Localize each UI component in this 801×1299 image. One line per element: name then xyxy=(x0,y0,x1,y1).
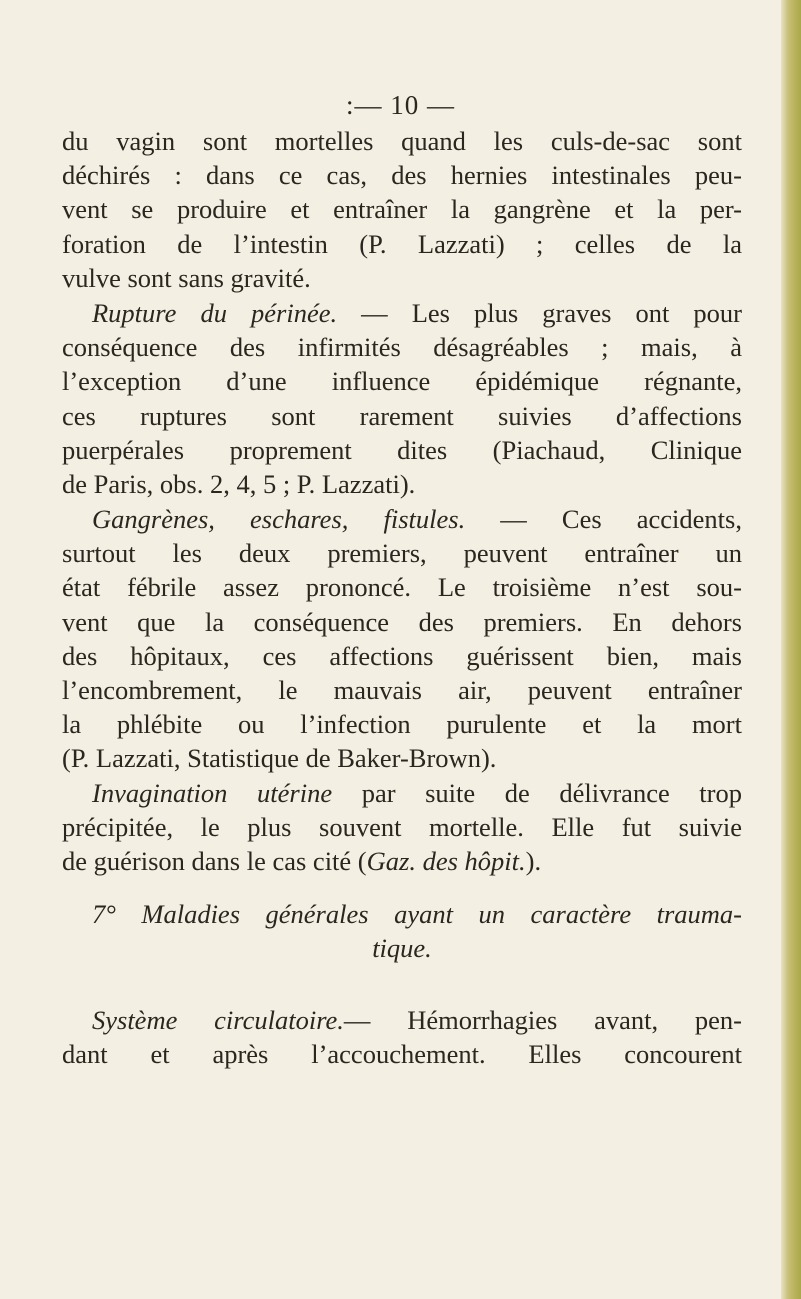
text-line: Rupture du périnée. — Les plus graves ont pour xyxy=(92,298,742,328)
text-line: Système circulatoire.— Hémorrhagies avant, pen- xyxy=(92,1005,742,1035)
text-line: précipitée, le plus souvent mortelle. Elle fut suivie xyxy=(62,812,742,843)
text-line: du vagin sont mortelles quand les culs-de-sac sont xyxy=(62,126,742,156)
paragraph-vagin xyxy=(62,124,742,295)
text-line: puerpérales proprement dites (Piachaud, Clinique xyxy=(62,434,742,465)
paragraph-gangrenes xyxy=(62,502,742,776)
text-line: état fébrile assez prononcé. Le troisième n’est sou- xyxy=(62,572,742,603)
text-line: l’exception d’une influence épidémique régnante, xyxy=(62,366,742,397)
text-line: vent se produire et entraîner la gangrène et la per- xyxy=(62,194,742,225)
section-heading: Système circulatoire. xyxy=(92,1005,344,1035)
text-line: de Paris, obs. 2, 4, 5 ; P. Lazzati). xyxy=(62,469,416,500)
text-line: (P. Lazzati, Statistique de Baker-Brown). xyxy=(62,743,497,774)
text-line: ces ruptures sont rarement suivies d’affections xyxy=(62,400,742,431)
page-number: :— 10 — xyxy=(345,90,455,120)
text-line: des hôpitaux, ces affections guérissent bien, mais xyxy=(62,640,742,671)
text-line: foration de l’intestin (P. Lazzati) ; celles de la xyxy=(62,228,742,259)
text-line: vent que la conséquence des premiers. En dehors xyxy=(62,606,742,637)
text-line: conséquence des infirmités désagréables ; mais, à xyxy=(62,332,742,363)
text-line: déchirés : dans ce cas, des hernies intestinales peu- xyxy=(62,160,742,191)
section-heading: Rupture du périnée. xyxy=(92,298,338,328)
paragraph-rupture-perinee xyxy=(62,296,742,501)
paragraph-systeme-circulatoire xyxy=(62,1003,742,1071)
section-heading: Gangrènes, eschares, fistules. xyxy=(92,504,466,534)
text-line: l’encombrement, le mauvais air, peuvent entraîner xyxy=(62,675,742,706)
text-line: Gangrènes, eschares, fistules. — Ces accidents, xyxy=(92,504,742,534)
citation: Gaz. des hôpit. xyxy=(366,846,526,877)
text-line: Invagination utérine par suite de délivrance trop xyxy=(92,778,742,808)
text-line: dant et après l’accouchement. Elles concourent xyxy=(62,1039,742,1070)
section-title-line: 7° Maladies générales ayant un caractère trauma- xyxy=(92,899,742,929)
text-line: surtout les deux premiers, peuvent entraîner un xyxy=(62,538,742,569)
text-line: vulve sont sans gravité. xyxy=(62,262,311,293)
text-line: de guérison dans le cas cité (Gaz. des hôpit.). xyxy=(62,846,542,877)
text-line: la phlébite ou l’infection purulente et la mort xyxy=(62,709,742,740)
section-title xyxy=(62,897,742,965)
page-edge xyxy=(781,0,801,1299)
section-heading: Invagination utérine xyxy=(92,778,333,808)
paragraph-invagination xyxy=(62,776,742,879)
section-title-line: tique. xyxy=(372,933,432,964)
